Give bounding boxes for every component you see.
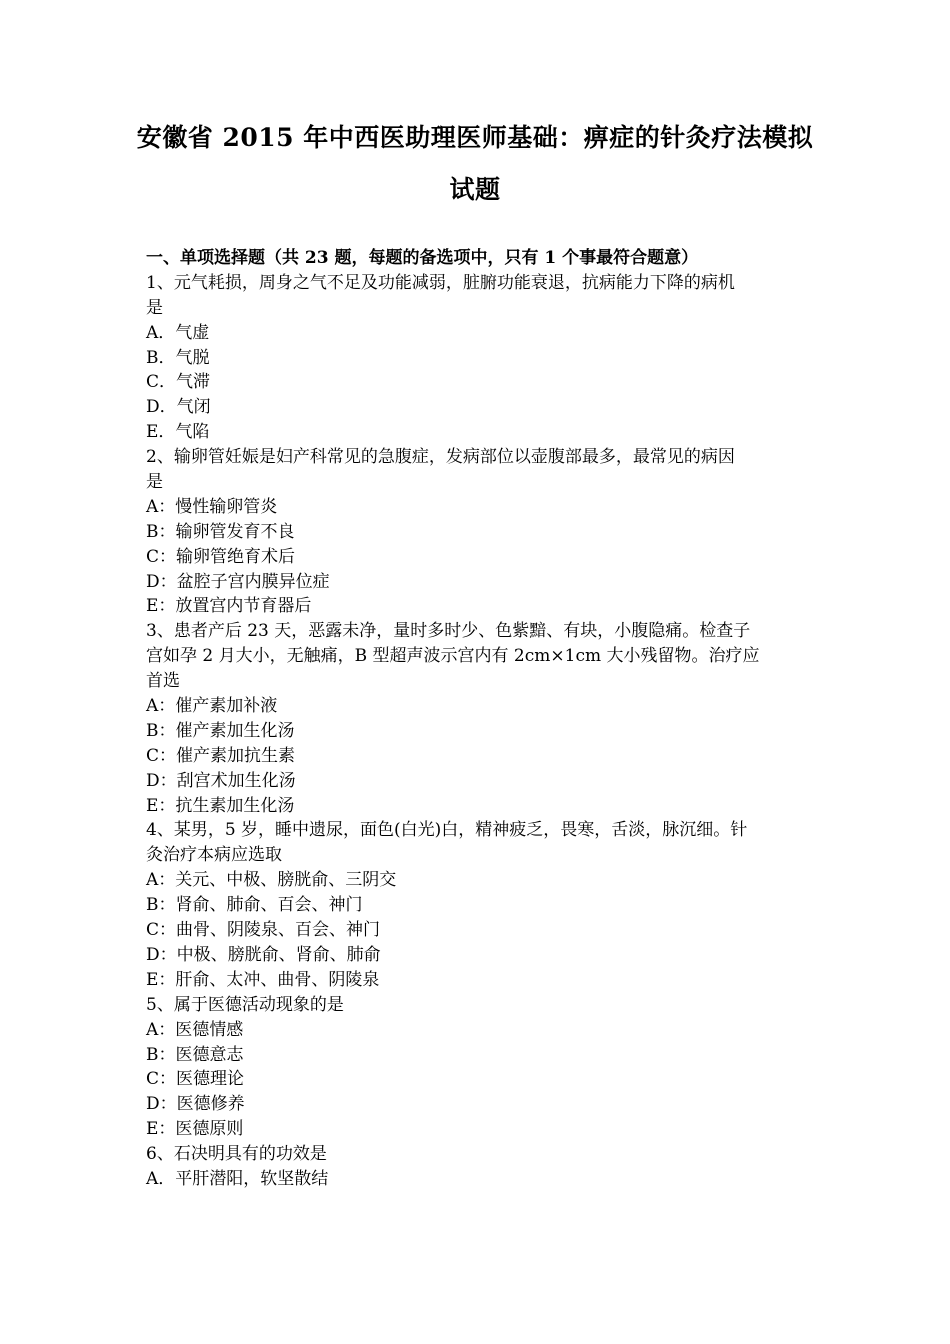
answer-option: C：催产素加抗生素 <box>146 745 296 766</box>
question-stem-line: 是 <box>146 472 163 493</box>
answer-option: E：医德原则 <box>146 1119 244 1140</box>
question-stem-line: 4、某男，5 岁，睡中遗尿，面色(白光)白，精神疲乏，畏寒，舌淡，脉沉细。针 <box>146 820 748 841</box>
answer-option: D：刮宫术加生化汤 <box>146 770 296 791</box>
question-stem-line: 2、输卵管妊娠是妇产科常见的急腹症，发病部位以壶腹部最多，最常见的病因 <box>146 447 735 468</box>
document-title-line-1: 安徽省 2015 年中西医助理医师基础：痹症的针灸疗法模拟 <box>136 123 814 152</box>
question-3 <box>146 619 816 818</box>
section-heading: 一、单项选择题（共 23 题，每题的备选项中，只有 1 个事最符合题意） <box>146 248 699 268</box>
answer-option: B：医德意志 <box>146 1044 244 1065</box>
answer-option: C．气滞 <box>146 372 211 393</box>
answer-option: B：输卵管发育不良 <box>146 521 295 542</box>
answer-option: C：输卵管绝育术后 <box>146 546 296 567</box>
answer-option: C：医德理论 <box>146 1069 245 1090</box>
question-5 <box>146 993 816 1142</box>
question-4 <box>146 818 816 992</box>
answer-option: B．气脱 <box>146 347 210 368</box>
question-stem-line: 5、属于医德活动现象的是 <box>146 994 344 1015</box>
answer-option: C：曲骨、阴陵泉、百会、神门 <box>146 920 381 941</box>
question-stem-line: 首选 <box>146 671 180 692</box>
answer-option: D．气闭 <box>146 397 211 418</box>
answer-option: B：催产素加生化汤 <box>146 720 295 741</box>
answer-option: E：放置宫内节育器后 <box>146 596 312 617</box>
answer-option: B：肾俞、肺俞、百会、神门 <box>146 895 363 916</box>
document-body <box>146 246 816 1192</box>
answer-option: A：催产素加补液 <box>146 696 278 717</box>
question-2 <box>146 445 816 619</box>
question-stem-line: 3、患者产后 23 天，恶露未净，量时多时少、色紫黯、有块，小腹隐痛。检查子 <box>146 621 751 642</box>
question-stem-line: 6、石决明具有的功效是 <box>146 1144 327 1165</box>
answer-option: E：抗生素加生化汤 <box>146 795 295 816</box>
question-list <box>146 271 816 1192</box>
answer-option: A：医德情感 <box>146 1019 244 1040</box>
answer-option: A：关元、中极、膀胱俞、三阴交 <box>146 870 397 891</box>
answer-option: D：盆腔子宫内膜异位症 <box>146 571 330 592</box>
answer-option: E．气陷 <box>146 422 210 443</box>
answer-option: A．平肝潜阳，软坚散结 <box>146 1168 329 1189</box>
question-stem-line: 1、元气耗损，周身之气不足及功能减弱，脏腑功能衰退，抗病能力下降的病机 <box>146 272 735 293</box>
answer-option: A．气虚 <box>146 322 210 343</box>
answer-option: D：中极、膀胱俞、肾俞、肺俞 <box>146 944 381 965</box>
answer-option: D：医德修养 <box>146 1094 245 1115</box>
question-1 <box>146 271 816 445</box>
answer-option: A：慢性输卵管炎 <box>146 496 278 517</box>
question-6 <box>146 1142 816 1192</box>
document-title-line-2: 试题 <box>449 175 501 204</box>
question-stem-line: 宫如孕 2 月大小，无触痛，B 型超声波示宫内有 2cm×1cm 大小残留物。治疗应 <box>146 646 760 667</box>
answer-option: E：肝俞、太冲、曲骨、阴陵泉 <box>146 969 380 990</box>
question-stem-line: 是 <box>146 297 163 318</box>
question-stem-line: 灸治疗本病应选取 <box>146 845 282 866</box>
